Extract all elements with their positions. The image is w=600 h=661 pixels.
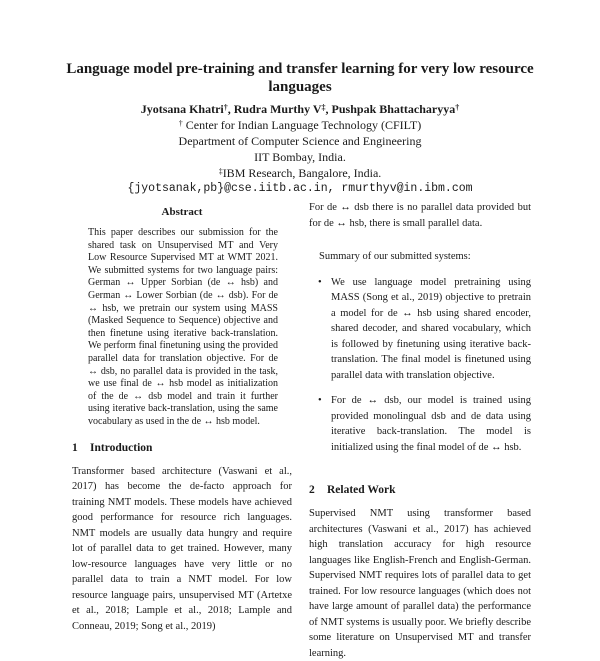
abstract-text: This paper describes our submission for the shared task on Unsupervised MT and Very Low Resource Supervised MT at WMT 2021. We submitted systems for two language pairs: German ↔ Upper Sorbian (de ↔ hsb) and German ↔ Lower Sorbian (de ↔ dsb). For de ↔ hsb, we pretrain our system using MASS (Masked Sequence to Sequence) objective and then finetune using iterative back-translation. We perform final finetuning using the provided parallel data for translation objective. For de ↔ dsb, no parallel data is provided in the task, we use final de ↔ hsb model as initialization of the de ↔ dsb model and train it further using iterative back-translation, using the same vocabulary as used in the de ↔ hsb model. [88,227,278,427]
introduction-heading [72,441,292,455]
author-name: Pushpak Bhattacharyya [331,102,456,116]
summary-item-text: For de ↔ dsb, our model is trained using provided monolingual dsb and de data using iterative back-translation. The model is initialized using the final model of de ↔ hsb. [331,395,531,453]
author-mark: ‡ [321,103,326,112]
affiliation-line [60,165,540,181]
bullet-icon: • [318,395,322,406]
continuation-text: For de ↔ dsb there is no parallel data provided but for de ↔ hsb, there is small parallel data. [309,202,531,229]
introduction-text: Transformer based architecture (Vaswani et al., 2017) has become the de-facto approach for training NMT models. These models have achieved good performance for resource rich languages. NMT models are usually data hungry and require lot of parallel data to get trained. However, many low-resource languages have very little or no parallel data to train a NMT model. For low resource language pairs, unsupervised MT (Artetxe et al., 2018; Lample et al., 2018; Lample and Conneau, 2019; Song et al., 2019) [72,465,292,632]
summary-item [309,275,531,384]
right-column [309,200,531,661]
affiliation-line: Department of Computer Science and Engineering [178,134,422,148]
affiliation-line: IIT Bombay, India. [254,150,346,164]
summary-item [309,393,531,455]
author-emails: {jyotsanak,pb}@cse.iitb.ac.in, rmurthyv@in.ibm.com [127,182,473,195]
related-work-text: Supervised NMT using transformer based architectures (Vaswani et al., 2017) has achieved high translation accuracy for high resource languages like English-French and English-German. Supervised NMT requires lots of parallel data to get trained. For low resource languages (which does not have large amount of parallel data) the performance of NMT systems is usually poor. We briefly describe some literature on Unsupervised MT and transfer learning. [309,508,531,659]
abstract-heading: Abstract [161,206,203,218]
bullet-icon: • [318,276,322,288]
left-column [72,200,292,634]
affiliation-mark: † [178,119,183,128]
author-mark: † [455,103,460,112]
related-work-heading [309,483,531,497]
affiliation-mark: ‡ [218,167,223,176]
section-number: 1 [72,441,78,454]
author-list: Jyotsana Khatri†, Rudra Murthy V‡, Pushpak Bhattacharyya† [140,102,460,116]
summary-list [309,275,531,456]
author-mark: † [223,103,228,112]
summary-item-text: We use language model pretraining using MASS (Song et al., 2019) objective to pretrain a model for de ↔ hsb using shared encoder, shared decoder, and shared vocabulary, which is followed by finetuning using iterative back-translation. The final model is finetuned using parallel data with translation objective. [331,276,531,381]
summary-lead: Summary of our submitted systems: [319,251,471,262]
section-number: 2 [309,484,315,496]
affiliation-text: IBM Research, Bangalore, India. [222,166,382,180]
author-name: Rudra Murthy V [233,102,322,116]
author-name: Jyotsana Khatri [140,102,224,116]
affiliation-text: Center for Indian Language Technology (CFILT) [182,118,422,132]
section-title: Introduction [90,441,153,454]
affiliation-line [60,117,540,133]
section-title: Related Work [327,484,396,496]
author-block [60,101,540,197]
paper-title: Language model pre-training and transfer learning for very low resource languages [66,61,534,95]
